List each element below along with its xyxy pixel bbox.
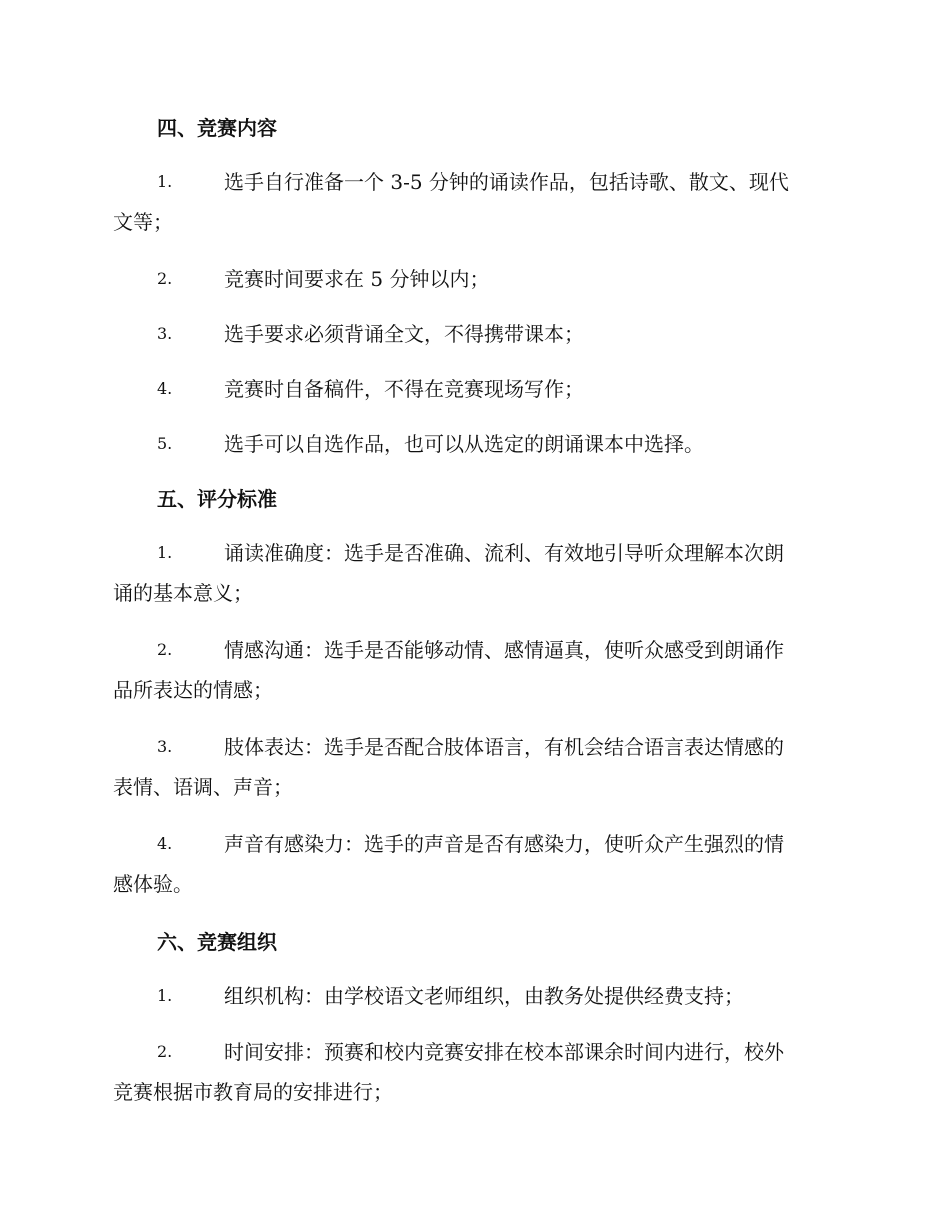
- list-item: [113, 1032, 838, 1112]
- item-text-continued: 竞赛根据市教育局的安排进行；: [113, 1080, 393, 1104]
- section-heading-scoring-criteria: 五、评分标准: [157, 487, 277, 511]
- item-number: 2.: [157, 640, 173, 659]
- item-text: 肢体表达：选手是否配合肢体语言，有机会结合语言表达情感的: [224, 735, 784, 759]
- section-heading-competition-organization: 六、竞赛组织: [157, 930, 277, 954]
- list-item: [113, 259, 838, 299]
- item-number: 1.: [157, 172, 173, 191]
- section-heading-competition-content: 四、竞赛内容: [157, 116, 277, 140]
- list-item: [113, 727, 838, 807]
- item-text: 诵读准确度：选手是否准确、流利、有效地引导听众理解本次朗: [224, 541, 784, 565]
- list-item: [113, 824, 838, 904]
- item-text: 时间安排：预赛和校内竞赛安排在校本部课余时间内进行，校外: [224, 1040, 784, 1064]
- item-number: 3.: [157, 737, 173, 756]
- item-text-continued: 诵的基本意义；: [113, 581, 253, 605]
- item-text: 选手可以自选作品，也可以从选定的朗诵课本中选择。: [224, 432, 704, 456]
- item-text: 选手自行准备一个 3-5 分钟的诵读作品，包括诗歌、散文、现代: [224, 170, 789, 194]
- item-number: 5.: [157, 434, 173, 453]
- item-text: 情感沟通：选手是否能够动情、感情逼真，使听众感受到朗诵作: [224, 638, 784, 662]
- item-text: 选手要求必须背诵全文，不得携带课本；: [224, 322, 584, 346]
- item-text-continued: 品所表达的情感；: [113, 678, 273, 702]
- item-number: 1.: [157, 543, 173, 562]
- item-number: 2.: [157, 269, 173, 288]
- item-number: 1.: [157, 986, 173, 1005]
- item-number: 4.: [157, 379, 173, 398]
- item-text: 竞赛时自备稿件，不得在竞赛现场写作；: [224, 377, 584, 401]
- item-text-continued: 感体验。: [113, 872, 193, 896]
- list-item: [113, 369, 838, 409]
- item-number: 4.: [157, 834, 173, 853]
- list-item: [113, 533, 838, 613]
- item-text-continued: 文等；: [113, 210, 173, 234]
- item-text: 组织机构：由学校语文老师组织，由教务处提供经费支持；: [224, 984, 744, 1008]
- list-item: [113, 976, 838, 1016]
- list-item: [113, 424, 838, 464]
- item-number: 3.: [157, 324, 173, 343]
- list-item: [113, 314, 838, 354]
- item-number: 2.: [157, 1042, 173, 1061]
- list-item: [113, 630, 838, 710]
- item-text: 声音有感染力：选手的声音是否有感染力，使听众产生强烈的情: [224, 832, 784, 856]
- item-text: 竞赛时间要求在 5 分钟以内；: [224, 267, 490, 291]
- item-text-continued: 表情、语调、声音；: [113, 775, 293, 799]
- list-item: [113, 162, 838, 242]
